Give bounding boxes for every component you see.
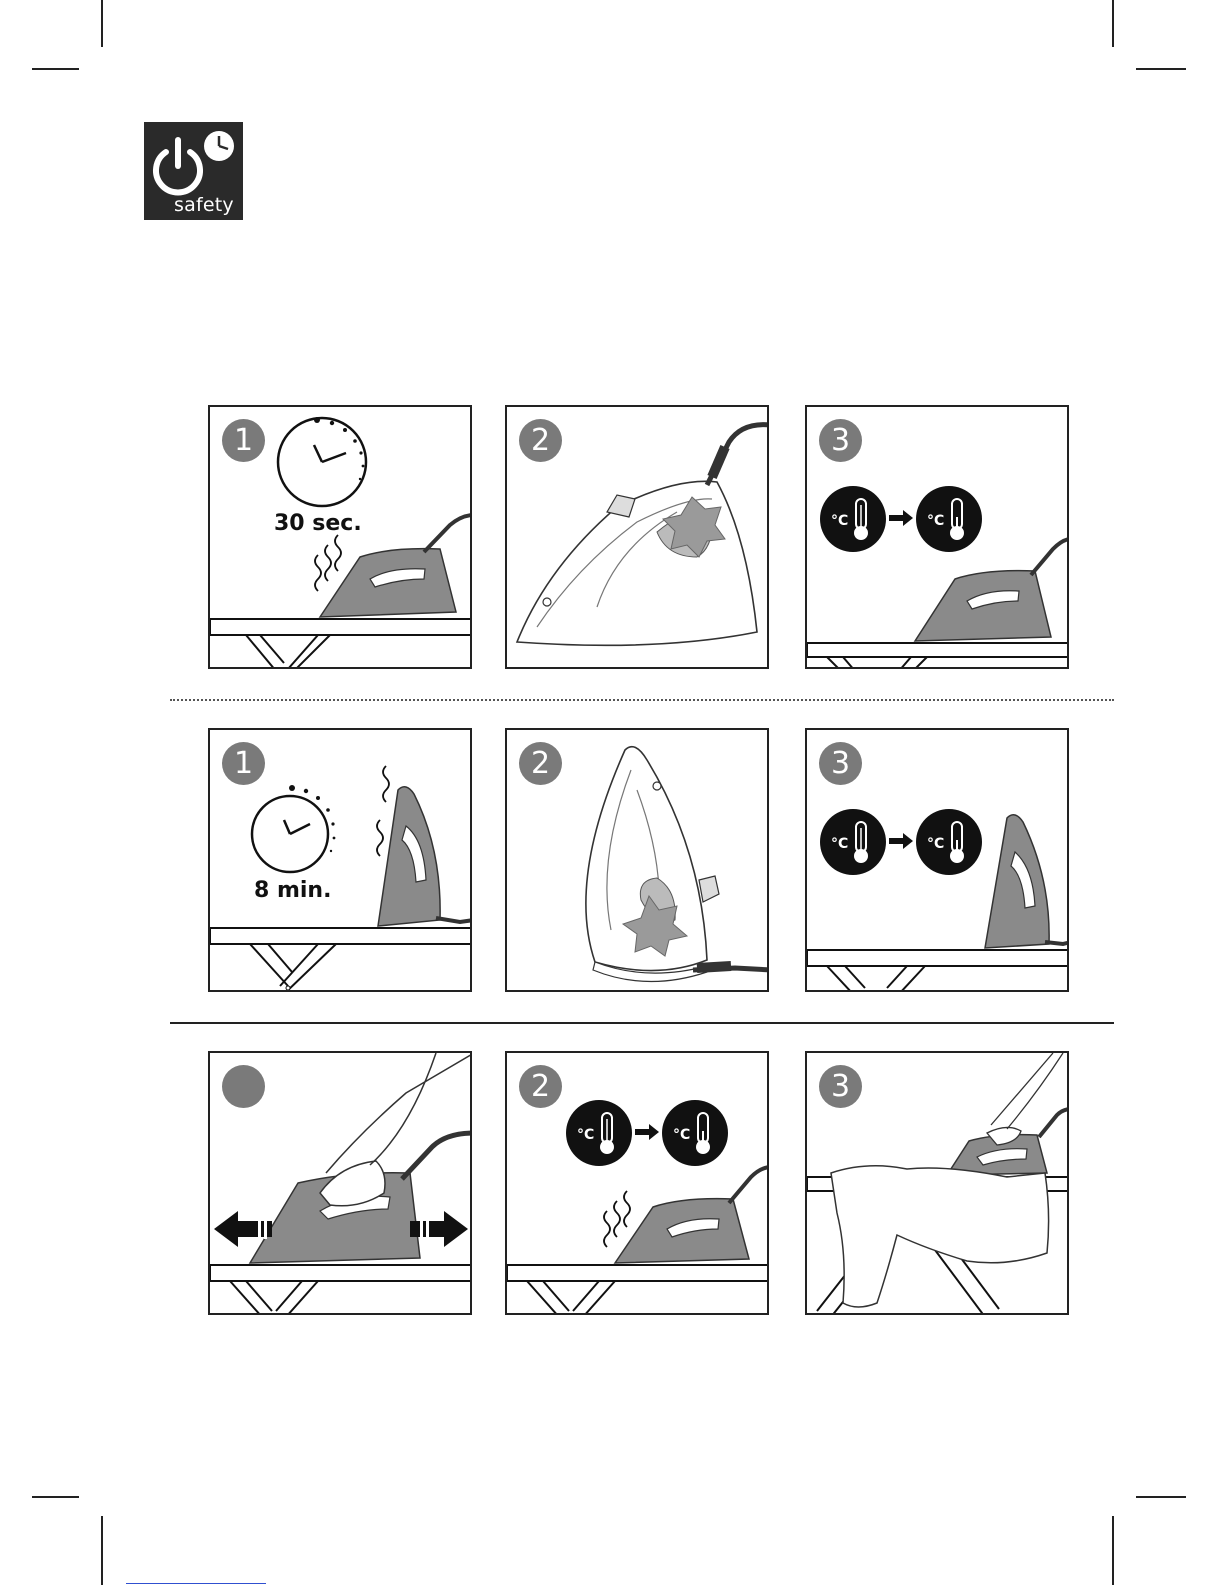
- step-number: 2: [519, 742, 562, 785]
- svg-text:°C: °C: [673, 1127, 691, 1143]
- time-label: 30 sec.: [274, 511, 362, 536]
- crop-mark: [1112, 1516, 1114, 1585]
- svg-text:°C: °C: [577, 1127, 595, 1143]
- svg-text:°C: °C: [831, 513, 849, 529]
- step-panel-row3-1: [208, 1051, 472, 1315]
- step-number: 3: [819, 1065, 862, 1108]
- time-label: 8 min.: [254, 878, 332, 903]
- crop-mark: [1136, 1496, 1186, 1498]
- svg-text:°C: °C: [831, 836, 849, 852]
- step-panel-row1-1: [208, 405, 472, 669]
- dotted-divider: [170, 699, 1114, 701]
- step-panel-row1-3: [805, 405, 1069, 669]
- crop-mark: [101, 1516, 103, 1585]
- solid-divider: [170, 1022, 1114, 1024]
- svg-text:°C: °C: [927, 836, 945, 852]
- step-number: 1: [222, 742, 265, 785]
- crop-mark: [1112, 0, 1114, 47]
- step-number: [222, 1065, 265, 1108]
- step-panel-row2-1: [208, 728, 472, 992]
- crop-mark: [32, 1496, 79, 1498]
- footer-link-line: [126, 1583, 266, 1584]
- step-panel-row3-3: [805, 1051, 1069, 1315]
- step-number: 2: [519, 1065, 562, 1108]
- safety-label: safety: [174, 194, 234, 216]
- step-number: 1: [222, 419, 265, 462]
- crop-mark: [32, 68, 79, 70]
- svg-text:°C: °C: [927, 513, 945, 529]
- crop-mark: [101, 0, 103, 47]
- step-panel-row2-3: [805, 728, 1069, 992]
- safety-badge: [144, 122, 243, 220]
- crop-mark: [1136, 68, 1186, 70]
- step-number: 3: [819, 742, 862, 785]
- step-panel-row3-2: [505, 1051, 769, 1315]
- step-panel-row2-2: [505, 728, 769, 992]
- step-number: 3: [819, 419, 862, 462]
- step-panel-row1-2: [505, 405, 769, 669]
- step-number: 2: [519, 419, 562, 462]
